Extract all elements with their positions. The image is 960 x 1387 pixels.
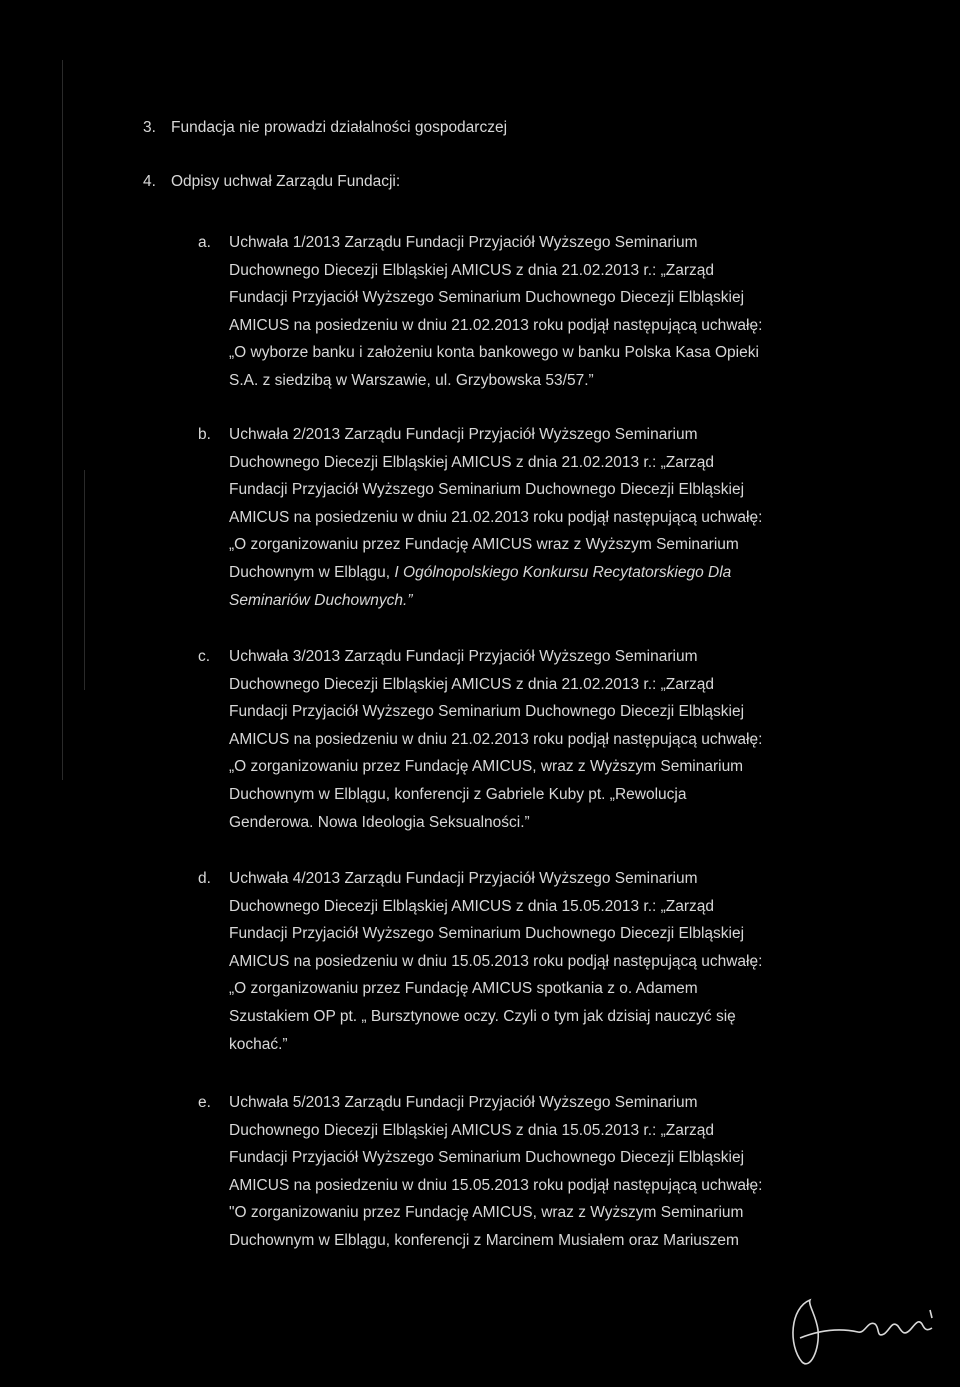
scan-artifact-left-2 bbox=[84, 470, 85, 690]
resolution-letter: b. bbox=[198, 426, 211, 443]
text-line: Duchownego Diecezji Elbląskiej AMICUS z dnia 21.02.2013 r.: „Zarząd bbox=[229, 261, 715, 279]
text-line: "O zorganizowaniu przez Fundację AMICUS, wraz z Wyższym Seminarium bbox=[229, 1204, 744, 1222]
text-line: Duchownego Diecezji Elbląskiej AMICUS z dnia 15.05.2013 r.: „Zarząd bbox=[229, 1121, 715, 1139]
text-line: Genderowa. Nowa Ideologia Seksualności.” bbox=[229, 813, 530, 831]
text-line: Fundacji Przyjaciół Wyższego Seminarium Duchownego Diecezji Elbląskiej bbox=[229, 925, 745, 943]
text-line: „O zorganizowaniu przez Fundację AMICUS wraz z Wyższym Seminarium bbox=[229, 536, 739, 554]
resolution-letter: d. bbox=[198, 870, 211, 887]
resolution-c bbox=[198, 643, 858, 836]
text-line: Fundacji Przyjaciół Wyższego Seminarium Duchownego Diecezji Elbląskiej bbox=[229, 289, 745, 307]
handwritten-signature bbox=[780, 1290, 950, 1370]
text-line: Uchwała 5/2013 Zarządu Fundacji Przyjaciół Wyższego Seminarium bbox=[229, 1094, 698, 1111]
point-4 bbox=[143, 172, 400, 192]
text-line: „O zorganizowaniu przez Fundację AMICUS spotkania z o. Adamem bbox=[229, 980, 698, 998]
text-line: „O zorganizowaniu przez Fundację AMICUS, wraz z Wyższym Seminarium bbox=[229, 758, 744, 776]
resolution-d bbox=[198, 865, 858, 1058]
text-line: AMICUS na posiedzeniu w dniu 21.02.2013 roku podjął następującą uchwałę: bbox=[229, 316, 763, 334]
text-line: Uchwała 1/2013 Zarządu Fundacji Przyjaciół Wyższego Seminarium bbox=[229, 234, 698, 251]
point-number: 4. bbox=[143, 173, 156, 190]
text-line: Fundacji Przyjaciół Wyższego Seminarium Duchownego Diecezji Elbląskiej bbox=[229, 1149, 745, 1167]
text-line: Uchwała 2/2013 Zarządu Fundacji Przyjaciół Wyższego Seminarium bbox=[229, 426, 698, 443]
text-line: Szustakiem OP pt. „ Bursztynowe oczy. Czyli o tym jak dzisiaj nauczyć się bbox=[229, 1007, 736, 1025]
resolution-b bbox=[198, 421, 858, 614]
resolution-letter: e. bbox=[198, 1094, 211, 1111]
text-line bbox=[229, 559, 858, 587]
resolution-letter: c. bbox=[198, 648, 211, 665]
resolution-body bbox=[229, 643, 858, 836]
event-title-italic: I Ogólnopolskiego Konkursu Recytatorskiego Dla bbox=[394, 563, 732, 581]
point-number: 3. bbox=[143, 119, 156, 136]
text-plain: Duchownym w Elblągu, bbox=[229, 563, 395, 581]
resolution-body bbox=[229, 229, 858, 395]
resolution-e bbox=[198, 1089, 858, 1255]
text-line: Duchownym w Elblągu, konferencji z Marcinem Musiałem oraz Mariuszem bbox=[229, 1231, 739, 1249]
text-line: Duchownego Diecezji Elbląskiej AMICUS z dnia 21.02.2013 r.: „Zarząd bbox=[229, 675, 715, 693]
text-line: AMICUS na posiedzeniu w dniu 21.02.2013 roku podjął następującą uchwałę: bbox=[229, 730, 763, 748]
text-line: „O wyborze banku i założeniu konta bankowego w banku Polska Kasa Opieki bbox=[229, 344, 759, 362]
text-line: Uchwała 3/2013 Zarządu Fundacji Przyjaciół Wyższego Seminarium bbox=[229, 648, 698, 665]
text-line: Duchownego Diecezji Elbląskiej AMICUS z dnia 21.02.2013 r.: „Zarząd bbox=[229, 453, 715, 471]
resolution-body bbox=[229, 421, 858, 614]
text-line: AMICUS na posiedzeniu w dniu 15.05.2013 roku podjął następującą uchwałę: bbox=[229, 1176, 763, 1194]
point-text: Odpisy uchwał Zarządu Fundacji: bbox=[171, 173, 401, 190]
resolution-letter: a. bbox=[198, 234, 211, 251]
text-line: Fundacji Przyjaciół Wyższego Seminarium Duchownego Diecezji Elbląskiej bbox=[229, 481, 745, 499]
text-line: AMICUS na posiedzeniu w dniu 21.02.2013 roku podjął następującą uchwałę: bbox=[229, 508, 763, 526]
event-title-italic: Seminariów Duchownych.” bbox=[229, 591, 413, 609]
point-3 bbox=[143, 118, 507, 138]
point-text: Fundacja nie prowadzi działalności gospodarczej bbox=[171, 119, 508, 136]
text-line: Fundacji Przyjaciół Wyższego Seminarium Duchownego Diecezji Elbląskiej bbox=[229, 703, 745, 721]
resolution-a bbox=[198, 229, 858, 395]
text-line: AMICUS na posiedzeniu w dniu 15.05.2013 roku podjął następującą uchwałę: bbox=[229, 952, 763, 970]
text-line: Duchownym w Elblągu, konferencji z Gabriele Kuby pt. „Rewolucja bbox=[229, 785, 687, 803]
resolution-body bbox=[229, 865, 858, 1058]
text-line: S.A. z siedzibą w Warszawie, ul. Grzybowska 53/57.” bbox=[229, 371, 594, 389]
text-line: Duchownego Diecezji Elbląskiej AMICUS z dnia 15.05.2013 r.: „Zarząd bbox=[229, 897, 715, 915]
text-line: Uchwała 4/2013 Zarządu Fundacji Przyjaciół Wyższego Seminarium bbox=[229, 870, 698, 887]
scan-artifact-left bbox=[62, 60, 63, 780]
resolution-body bbox=[229, 1089, 858, 1255]
text-line: kochać.” bbox=[229, 1035, 288, 1053]
